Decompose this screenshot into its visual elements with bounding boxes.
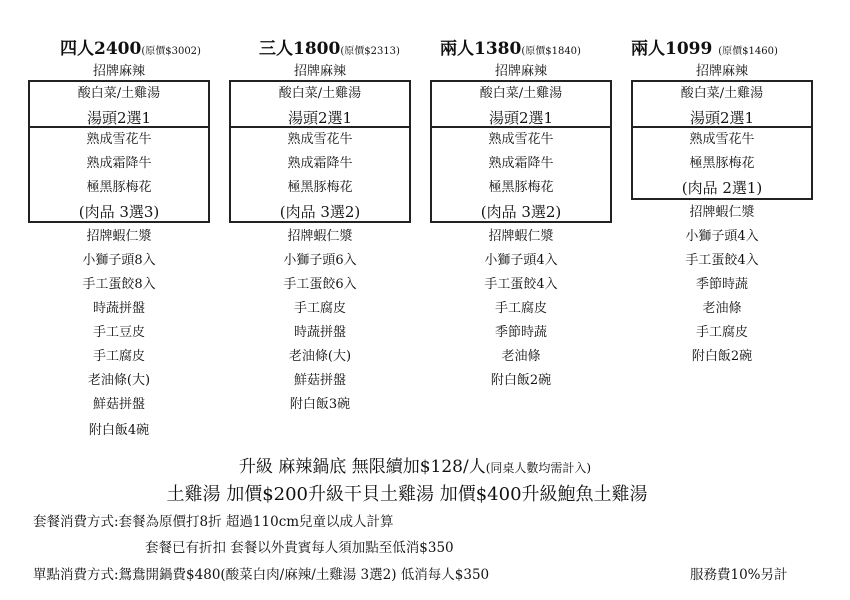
soup-choice-box: [430, 80, 612, 128]
meat-rule: (肉品 3選2): [480, 203, 562, 221]
package-price: 兩人1380: [440, 39, 522, 59]
alacarte-rule: 單點消費方式:鴛鴦開鍋費$480(酸菜白肉/麻辣/土雞湯 3選2) 低消每人$350: [33, 567, 490, 583]
service-fee: 服務費10%另計: [690, 567, 788, 583]
meat-rule: (肉品 3選2): [279, 203, 361, 221]
broth-upgrade-promo: [0, 452, 840, 477]
included-items: [631, 201, 813, 369]
item: 手工蛋餃8入: [82, 277, 156, 292]
item: 手工腐皮: [293, 301, 346, 316]
meat-choice-box: [229, 128, 411, 223]
item: 時蔬拼盤: [293, 325, 346, 340]
original-price: (原價$3002): [141, 46, 201, 57]
signature-broth: 招牌麻辣: [92, 64, 145, 79]
package-price: 四人2400: [60, 39, 142, 59]
meat-item: 熟成雪花牛: [488, 132, 554, 147]
item: 招牌蝦仁漿: [689, 205, 755, 220]
original-price: (原價$1460): [718, 46, 778, 57]
included-items: [430, 225, 612, 393]
soup-rule: 湯頭2選1: [287, 109, 353, 127]
meat-item: 熟成雪花牛: [287, 132, 353, 147]
package-title: [631, 34, 778, 59]
meat-item: 熟成雪花牛: [86, 132, 152, 147]
item: 手工蛋餃6入: [283, 277, 357, 292]
item: 老油條(大): [288, 349, 352, 364]
package-title: [60, 34, 201, 59]
soup-rule: 湯頭2選1: [689, 109, 755, 127]
signature-broth: 招牌麻辣: [695, 64, 748, 79]
soup-options: 酸白菜/土雞湯: [680, 86, 764, 101]
meat-item: 熟成霜降牛: [488, 156, 554, 171]
soup-choice-box: [229, 80, 411, 128]
soup-options: 酸白菜/土雞湯: [479, 86, 563, 101]
item: 招牌蝦仁漿: [86, 229, 152, 244]
item: 小獅子頭4入: [685, 229, 759, 244]
chicken-soup-upgrade-promo: 土雞湯 加價$200升級干貝土雞湯 加價$400升級鮑魚土雞湯: [166, 484, 648, 505]
soup-rule: 湯頭2選1: [86, 109, 152, 127]
item: 時蔬拼盤: [92, 301, 145, 316]
included-items: [229, 225, 411, 417]
item: 手工腐皮: [92, 349, 145, 364]
item: 老油條: [501, 349, 541, 364]
promo-text: 升級 麻辣鍋底 無限續加$128/人: [238, 457, 486, 477]
original-price: (原價$1840): [521, 46, 581, 57]
item: 老油條: [702, 301, 742, 316]
item: 附白飯2碗: [691, 349, 753, 364]
set-rule-2: 套餐已有折扣 套餐以外貴賓每人須加點至低消$350: [145, 540, 454, 556]
item: 鮮菇拼盤: [293, 373, 346, 388]
item: 手工腐皮: [695, 325, 748, 340]
item: 小獅子頭6入: [283, 253, 357, 268]
item: 季節時蔬: [494, 325, 547, 340]
item: 手工蛋餃4入: [484, 277, 558, 292]
meat-rule: (肉品 2選1): [681, 179, 763, 197]
item: 手工腐皮: [494, 301, 547, 316]
set-rule-1: 套餐消費方式:套餐為原價打8折 超過110cm兒童以成人計算: [33, 514, 394, 530]
soup-choice-box: [631, 80, 813, 128]
signature-broth: 招牌麻辣: [293, 64, 346, 79]
item: 季節時蔬: [695, 277, 748, 292]
soup-rule: 湯頭2選1: [488, 109, 554, 127]
original-price: (原價$2313): [340, 46, 400, 57]
included-items: [28, 225, 210, 443]
item: 附白飯3碗: [289, 397, 351, 412]
meat-item: 極黑豚梅花: [488, 180, 554, 195]
item: 招牌蝦仁漿: [287, 229, 353, 244]
promo-note: (同桌人數均需計入): [485, 461, 592, 475]
meat-item: 極黑豚梅花: [86, 180, 152, 195]
soup-options: 酸白菜/土雞湯: [278, 86, 362, 101]
item: 手工蛋餃4入: [685, 253, 759, 268]
meat-choice-box: [430, 128, 612, 223]
item: 小獅子頭8入: [82, 253, 156, 268]
item: 老油條(大): [87, 373, 151, 388]
meat-item: 極黑豚梅花: [287, 180, 353, 195]
meat-item: 熟成霜降牛: [86, 156, 152, 171]
item: 附白飯4碗: [88, 423, 150, 438]
meat-item: 熟成霜降牛: [287, 156, 353, 171]
meat-item: 熟成雪花牛: [689, 132, 755, 147]
package-price: 三人1800: [259, 39, 341, 59]
signature-broth: 招牌麻辣: [494, 64, 547, 79]
item: 鮮菇拼盤: [92, 397, 145, 412]
soup-options: 酸白菜/土雞湯: [77, 86, 161, 101]
package-title: [259, 34, 400, 59]
item: 小獅子頭4入: [484, 253, 558, 268]
meat-choice-box: [631, 128, 813, 200]
meat-rule: (肉品 3選3): [78, 203, 160, 221]
meat-choice-box: [28, 128, 210, 223]
item: 招牌蝦仁漿: [488, 229, 554, 244]
item: 手工豆皮: [92, 325, 145, 340]
package-price: 兩人1099: [631, 39, 713, 59]
meat-item: 極黑豚梅花: [689, 156, 755, 171]
package-title: [440, 34, 581, 59]
item: 附白飯2碗: [490, 373, 552, 388]
soup-choice-box: [28, 80, 210, 128]
